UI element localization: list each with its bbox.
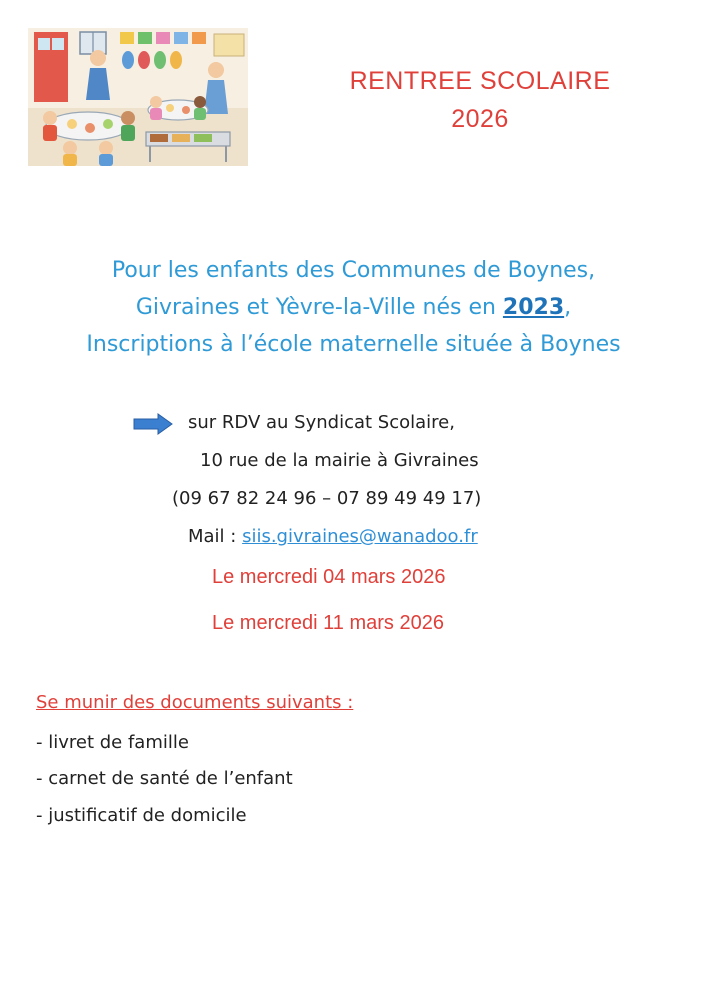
phone-numbers: (09 67 82 24 96 – 07 89 49 49 17) — [172, 488, 482, 509]
address-line: 10 rue de la mairie à Givraines — [200, 450, 479, 471]
document-item: - justificatif de domicile — [36, 805, 247, 826]
intro-paragraph — [0, 252, 707, 363]
right-arrow-icon — [132, 412, 174, 436]
appointment-line: sur RDV au Syndicat Scolaire, — [188, 412, 455, 433]
intro-line-2 — [0, 289, 707, 326]
classroom-illustration — [28, 28, 248, 166]
document-item: - livret de famille — [36, 732, 189, 753]
page-title — [300, 62, 660, 138]
intro-line-3: Inscriptions à l’école maternelle située à Boynes — [86, 332, 621, 357]
mail-link[interactable]: siis.givraines@wanadoo.fr — [242, 526, 478, 547]
documents-heading: Se munir des documents suivants : — [36, 692, 354, 713]
title-line-1: RENTREE SCOLAIRE — [349, 67, 611, 95]
intro-line-2-end: , — [564, 295, 572, 320]
birth-year: 2023 — [502, 295, 565, 320]
intro-line-2-text: Givraines et Yèvre-la-Ville nés en — [135, 295, 503, 320]
date-line-2: Le mercredi 11 mars 2026 — [212, 612, 444, 634]
children-eating-drawing — [28, 28, 248, 166]
mail-line — [188, 526, 478, 547]
document-item: - carnet de santé de l’enfant — [36, 768, 293, 789]
intro-line-1: Pour les enfants des Communes de Boynes, — [111, 258, 596, 283]
date-line-1: Le mercredi 04 mars 2026 — [212, 566, 446, 588]
mail-label: Mail : — [188, 526, 243, 547]
title-line-2: 2026 — [451, 105, 509, 133]
